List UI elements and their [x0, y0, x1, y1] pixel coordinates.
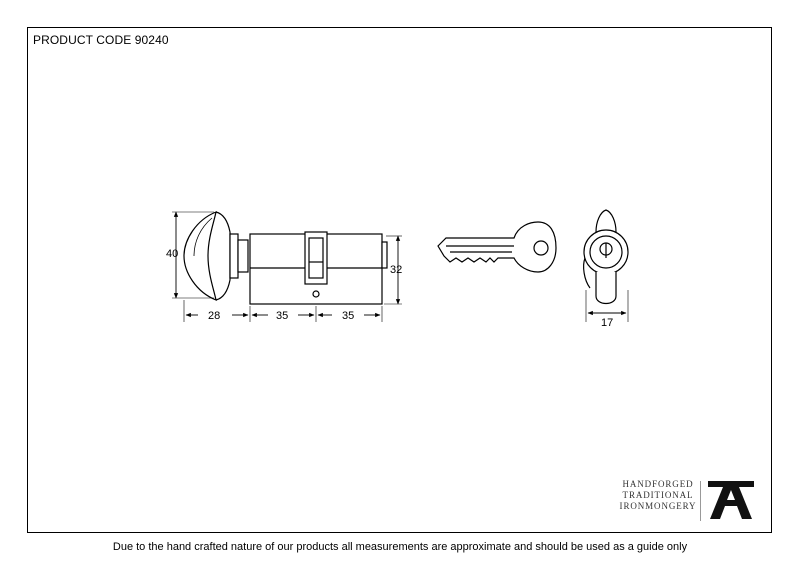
brand-divider	[700, 481, 701, 521]
anvil-a-icon	[706, 479, 756, 523]
key	[438, 222, 556, 272]
thumb-turn-knob	[184, 212, 248, 300]
disclaimer-note: Due to the hand crafted nature of our products all measurements are approximate and should be used as a guide only	[112, 541, 688, 553]
cylinder-body	[250, 232, 387, 304]
dim-knob-length-label: 28	[208, 310, 221, 322]
dim-left-body-label: 35	[276, 310, 289, 322]
cylinder-profile	[584, 210, 628, 304]
brand-line-3: IRONMONGERY	[619, 501, 697, 511]
product-code: PRODUCT CODE 90240	[33, 33, 169, 47]
brand-line-2: TRADITIONAL	[622, 490, 694, 500]
dim-cylinder-height-label: 32	[390, 264, 403, 276]
brand-tagline	[618, 479, 698, 512]
brand-line-1: HANDFORGED	[622, 479, 694, 489]
dim-profile-width-label: 17	[601, 317, 614, 329]
brand-block	[618, 479, 760, 525]
dim-knob-height-label: 40	[166, 248, 179, 260]
dim-right-body-label: 35	[342, 310, 355, 322]
